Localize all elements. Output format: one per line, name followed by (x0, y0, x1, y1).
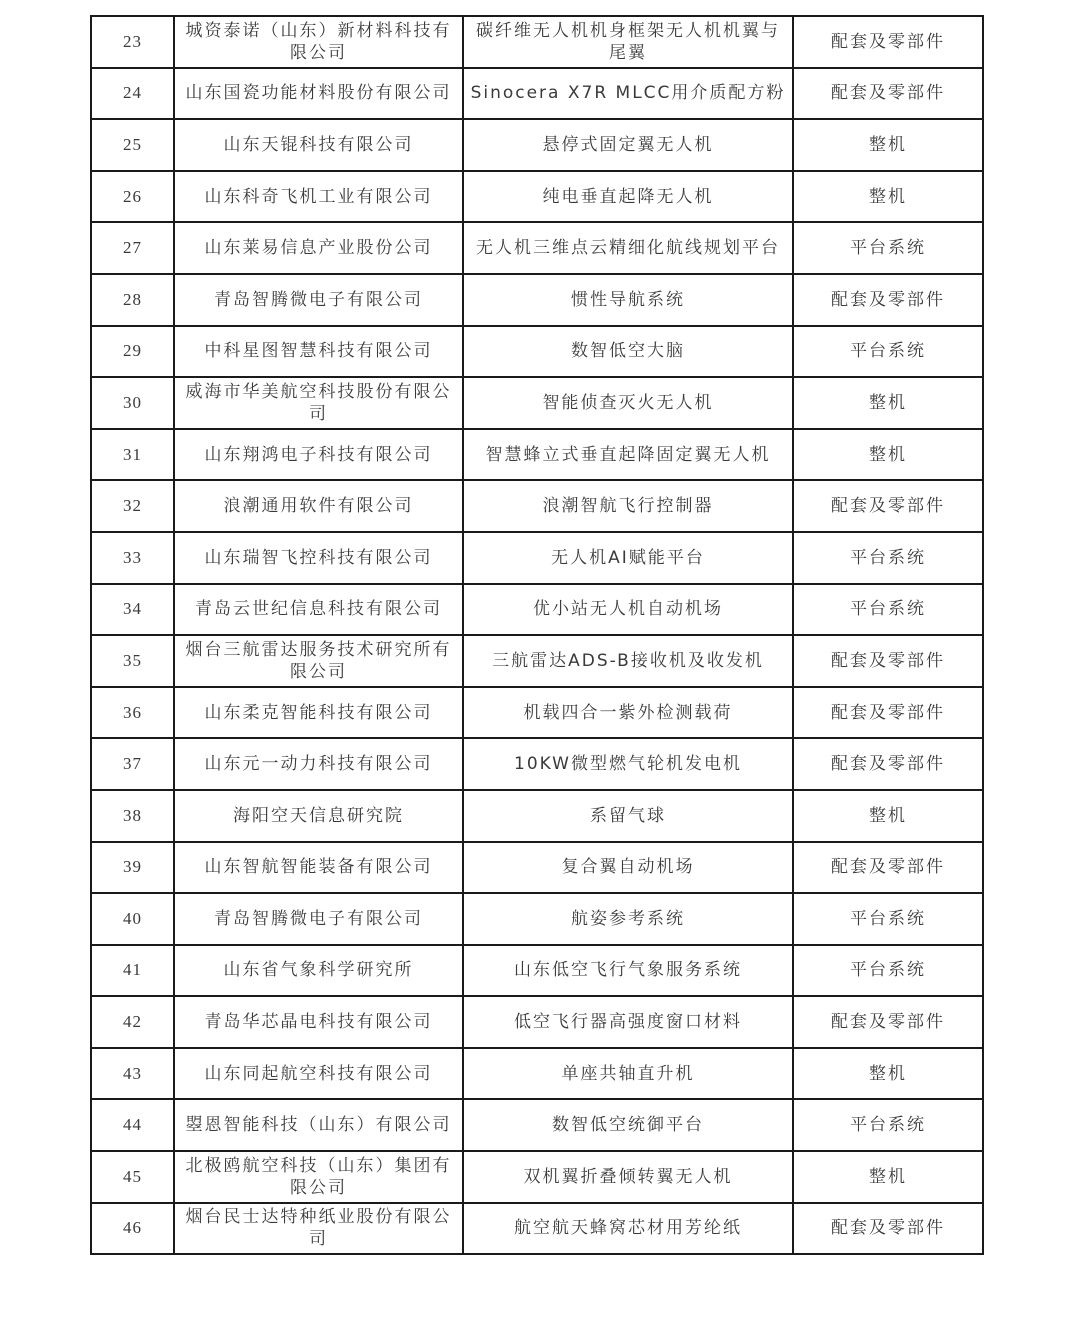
table-row (91, 1203, 983, 1255)
company-name-cell: 山东省气象科学研究所 (174, 945, 463, 997)
product-name-cell: 智能侦查灭火无人机 (463, 377, 793, 429)
table-row (91, 996, 983, 1048)
row-number-cell: 39 (91, 842, 174, 894)
row-number-cell: 35 (91, 635, 174, 687)
product-name-cell: 无人机AI赋能平台 (463, 532, 793, 584)
product-name-cell: 智慧蜂立式垂直起降固定翼无人机 (463, 429, 793, 481)
table-row (91, 119, 983, 171)
category-cell: 配套及零部件 (793, 274, 983, 326)
table-row (91, 480, 983, 532)
row-number-cell: 26 (91, 171, 174, 223)
company-name-cell: 烟台三航雷达服务技术研究所有限公司 (174, 635, 463, 687)
row-number-cell: 43 (91, 1048, 174, 1100)
row-number-cell: 37 (91, 738, 174, 790)
category-cell: 平台系统 (793, 532, 983, 584)
row-number-cell: 44 (91, 1099, 174, 1151)
row-number-cell: 27 (91, 222, 174, 274)
product-name-cell: 无人机三维点云精细化航线规划平台 (463, 222, 793, 274)
company-name-cell: 山东智航智能装备有限公司 (174, 842, 463, 894)
row-number-cell: 34 (91, 584, 174, 636)
product-name-cell: 航姿参考系统 (463, 893, 793, 945)
product-name-cell: 数智低空大脑 (463, 326, 793, 378)
company-name-cell: 北极鸥航空科技（山东）集团有限公司 (174, 1151, 463, 1203)
category-cell: 平台系统 (793, 326, 983, 378)
table-row (91, 687, 983, 739)
table-row (91, 738, 983, 790)
category-cell: 平台系统 (793, 1099, 983, 1151)
row-number-cell: 32 (91, 480, 174, 532)
category-cell: 整机 (793, 429, 983, 481)
table-row (91, 893, 983, 945)
table-row (91, 945, 983, 997)
company-name-cell: 山东同起航空科技有限公司 (174, 1048, 463, 1100)
product-name-cell: 三航雷达ADS-B接收机及收发机 (463, 635, 793, 687)
company-name-cell: 曌恩智能科技（山东）有限公司 (174, 1099, 463, 1151)
row-number-cell: 38 (91, 790, 174, 842)
table-row (91, 274, 983, 326)
product-name-cell: 惯性导航系统 (463, 274, 793, 326)
table-row (91, 1099, 983, 1151)
company-name-cell: 城资泰诺（山东）新材料科技有限公司 (174, 16, 463, 68)
company-name-cell: 山东柔克智能科技有限公司 (174, 687, 463, 739)
company-name-cell: 烟台民士达特种纸业股份有限公司 (174, 1203, 463, 1255)
product-name-cell: 低空飞行器高强度窗口材料 (463, 996, 793, 1048)
product-name-cell: 航空航天蜂窝芯材用芳纶纸 (463, 1203, 793, 1255)
category-cell: 平台系统 (793, 222, 983, 274)
category-cell: 整机 (793, 171, 983, 223)
table-body (91, 16, 983, 1254)
category-cell: 平台系统 (793, 893, 983, 945)
row-number-cell: 25 (91, 119, 174, 171)
company-name-cell: 威海市华美航空科技股份有限公司 (174, 377, 463, 429)
row-number-cell: 31 (91, 429, 174, 481)
product-name-cell: 碳纤维无人机机身框架无人机机翼与尾翼 (463, 16, 793, 68)
product-name-cell: 优小站无人机自动机场 (463, 584, 793, 636)
company-name-cell: 山东元一动力科技有限公司 (174, 738, 463, 790)
category-cell: 整机 (793, 1048, 983, 1100)
product-list-table (90, 15, 984, 1255)
category-cell: 整机 (793, 790, 983, 842)
row-number-cell: 46 (91, 1203, 174, 1255)
category-cell: 配套及零部件 (793, 68, 983, 120)
table-row (91, 222, 983, 274)
row-number-cell: 23 (91, 16, 174, 68)
company-name-cell: 山东天锟科技有限公司 (174, 119, 463, 171)
company-name-cell: 山东莱易信息产业股份公司 (174, 222, 463, 274)
company-name-cell: 海阳空天信息研究院 (174, 790, 463, 842)
product-name-cell: 山东低空飞行气象服务系统 (463, 945, 793, 997)
company-name-cell: 青岛云世纪信息科技有限公司 (174, 584, 463, 636)
row-number-cell: 45 (91, 1151, 174, 1203)
category-cell: 配套及零部件 (793, 1203, 983, 1255)
company-name-cell: 青岛华芯晶电科技有限公司 (174, 996, 463, 1048)
category-cell: 整机 (793, 377, 983, 429)
row-number-cell: 40 (91, 893, 174, 945)
product-name-cell: 系留气球 (463, 790, 793, 842)
category-cell: 配套及零部件 (793, 842, 983, 894)
category-cell: 平台系统 (793, 584, 983, 636)
company-name-cell: 山东国瓷功能材料股份有限公司 (174, 68, 463, 120)
company-name-cell: 青岛智腾微电子有限公司 (174, 893, 463, 945)
product-name-cell: 双机翼折叠倾转翼无人机 (463, 1151, 793, 1203)
product-name-cell: Sinocera X7R MLCC用介质配方粉 (463, 68, 793, 120)
table-row (91, 68, 983, 120)
table-row (91, 532, 983, 584)
category-cell: 整机 (793, 1151, 983, 1203)
company-name-cell: 山东翔鸿电子科技有限公司 (174, 429, 463, 481)
company-name-cell: 山东瑞智飞控科技有限公司 (174, 532, 463, 584)
table-row (91, 584, 983, 636)
table-row (91, 842, 983, 894)
category-cell: 配套及零部件 (793, 16, 983, 68)
row-number-cell: 41 (91, 945, 174, 997)
table-row (91, 1151, 983, 1203)
table-row (91, 635, 983, 687)
product-name-cell: 机载四合一紫外检测载荷 (463, 687, 793, 739)
product-name-cell: 复合翼自动机场 (463, 842, 793, 894)
company-name-cell: 浪潮通用软件有限公司 (174, 480, 463, 532)
company-name-cell: 青岛智腾微电子有限公司 (174, 274, 463, 326)
row-number-cell: 24 (91, 68, 174, 120)
row-number-cell: 36 (91, 687, 174, 739)
category-cell: 配套及零部件 (793, 635, 983, 687)
row-number-cell: 30 (91, 377, 174, 429)
category-cell: 配套及零部件 (793, 738, 983, 790)
product-name-cell: 悬停式固定翼无人机 (463, 119, 793, 171)
category-cell: 配套及零部件 (793, 687, 983, 739)
category-cell: 平台系统 (793, 945, 983, 997)
table-row (91, 16, 983, 68)
table-row (91, 790, 983, 842)
category-cell: 配套及零部件 (793, 996, 983, 1048)
company-name-cell: 山东科奇飞机工业有限公司 (174, 171, 463, 223)
product-name-cell: 纯电垂直起降无人机 (463, 171, 793, 223)
row-number-cell: 28 (91, 274, 174, 326)
row-number-cell: 33 (91, 532, 174, 584)
company-name-cell: 中科星图智慧科技有限公司 (174, 326, 463, 378)
row-number-cell: 29 (91, 326, 174, 378)
table-row (91, 1048, 983, 1100)
table-row (91, 429, 983, 481)
table-row (91, 326, 983, 378)
table-row (91, 377, 983, 429)
category-cell: 配套及零部件 (793, 480, 983, 532)
product-name-cell: 单座共轴直升机 (463, 1048, 793, 1100)
product-name-cell: 浪潮智航飞行控制器 (463, 480, 793, 532)
table-row (91, 171, 983, 223)
product-name-cell: 10KW微型燃气轮机发电机 (463, 738, 793, 790)
category-cell: 整机 (793, 119, 983, 171)
row-number-cell: 42 (91, 996, 174, 1048)
product-name-cell: 数智低空统御平台 (463, 1099, 793, 1151)
